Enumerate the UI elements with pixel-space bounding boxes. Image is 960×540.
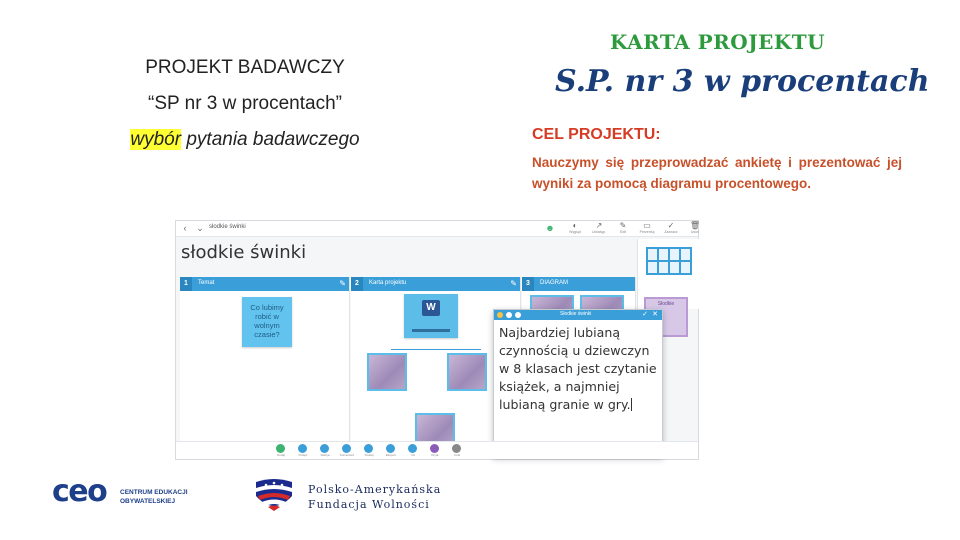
export-icon[interactable] — [386, 444, 395, 453]
check-icon[interactable]: ✓ — [642, 311, 648, 318]
connect-icon[interactable] — [298, 444, 307, 453]
bottom-bar-label: Eksport — [385, 453, 397, 457]
app-screenshot — [175, 220, 699, 460]
edit-icon[interactable]: ✎ — [339, 279, 346, 288]
project-card-header: KARTA PROJEKTU — [610, 30, 826, 54]
pafw-logo-name — [308, 482, 468, 512]
section-icon[interactable] — [320, 444, 329, 453]
timeline-icon[interactable] — [408, 444, 417, 453]
column-number: 3 — [522, 277, 534, 291]
chat-icon[interactable] — [452, 444, 461, 453]
dialog-dot-icon[interactable] — [506, 312, 512, 318]
toolbar-button-label: Wygląd — [569, 230, 581, 234]
column-name: Karta projektu — [369, 280, 407, 286]
toolbar-button-trash[interactable] — [686, 222, 704, 236]
column-header — [180, 277, 349, 291]
ceo-logo-name: CENTRUM EDUKACJI OBYWATELSKIEJ — [120, 489, 188, 505]
edit-icon: ✎ — [619, 221, 627, 230]
bottom-bar-label: Szukaj — [364, 453, 374, 457]
column-temat — [180, 277, 350, 445]
toolbar-button-label: Zaznacz — [664, 230, 678, 234]
trash-icon: 🗑 — [689, 221, 701, 230]
word-document-card[interactable] — [404, 294, 458, 338]
breadcrumb: słodkie świnki — [209, 224, 246, 230]
text-cursor — [631, 398, 632, 411]
toolbar-button-palette[interactable] — [566, 222, 584, 236]
board-title: słodkie świnki — [181, 242, 307, 263]
column-header — [522, 277, 635, 291]
ceo-logo-mark: ceo — [52, 474, 107, 509]
column-name: DIAGRAM — [540, 280, 569, 286]
title-line-2: “SP nr 3 w procentach” — [148, 93, 342, 114]
title-block — [100, 50, 390, 158]
chevron-down-icon[interactable]: ⌄ — [196, 223, 204, 233]
title-line-3 — [100, 122, 390, 158]
bottom-bar-label: Oś — [411, 453, 415, 457]
document-title-bar — [412, 329, 450, 332]
comment-icon[interactable] — [342, 444, 351, 453]
image-thumbnail[interactable] — [447, 353, 487, 391]
app-top-bar — [176, 221, 701, 237]
add-icon[interactable] — [276, 444, 285, 453]
search-icon[interactable] — [364, 444, 373, 453]
word-icon: W — [422, 300, 440, 316]
pafw-line-1: Polsko-Amerykańska — [308, 483, 442, 496]
close-icon[interactable]: ✕ — [652, 311, 658, 318]
diagram-card[interactable]: Słodkie — [644, 297, 688, 337]
edit-icon[interactable]: ✎ — [510, 279, 517, 288]
toolbar-button-slideshow[interactable] — [638, 222, 656, 236]
image-thumbnail[interactable] — [367, 353, 407, 391]
bottom-bar-label: Połącz — [298, 453, 308, 457]
goal-label: CEL PROJEKTU: — [532, 126, 661, 143]
toolbar-button-label: Prezentuj — [639, 230, 655, 234]
connector-line — [391, 349, 481, 350]
project-title: S.P. nr 3 w procentach — [555, 64, 930, 99]
user-icon[interactable] — [430, 444, 439, 453]
title-line-3-rest: pytania badawczego — [181, 129, 360, 150]
toolbar-button-label: Edit — [619, 230, 627, 234]
goal-text: Nauczymy się przeprowadzać ankietę i prezentować jej wyniki za pomocą diagramu procentowego. — [532, 155, 902, 191]
dialog-title: Słodkie świnki — [560, 311, 592, 317]
toolbar-button-label: Usuń — [690, 230, 700, 234]
bottom-bar-label: Użytk. — [430, 453, 440, 457]
dialog-header — [494, 310, 662, 320]
column-name: Temat — [198, 280, 215, 286]
avatar[interactable]: ☻ — [545, 223, 555, 233]
ceo-logo — [52, 474, 188, 509]
title-line-1: PROJEKT BADAWCZY — [145, 57, 345, 78]
bottom-bar-label: Sekcja — [320, 453, 330, 457]
bottom-bar-label: Komentarz — [339, 453, 355, 457]
toolbar-button-check[interactable] — [662, 222, 680, 236]
toolbar-button-edit[interactable] — [614, 222, 632, 236]
slideshow-icon: ▭ — [643, 221, 651, 230]
column-number: 1 — [180, 277, 192, 291]
check-icon: ✓ — [667, 221, 675, 230]
bottom-bar-label: Dodaj — [277, 453, 285, 457]
app-bottom-toolbar — [176, 441, 698, 459]
post-text: Najbardziej lubianą czynnością u dziewczyn w 8 klasach jest czytanie książek, a najmniej lubianą granie w gry. — [499, 325, 657, 412]
layout-preview[interactable] — [646, 247, 692, 275]
column-number: 2 — [351, 277, 363, 291]
share-icon: ↗ — [595, 221, 603, 230]
post-dialog — [493, 309, 663, 457]
flag-emblem-icon — [252, 476, 296, 512]
post-text-editor[interactable] — [499, 324, 661, 414]
back-icon[interactable]: ‹ — [183, 223, 187, 233]
toolbar-button-share[interactable] — [590, 222, 608, 236]
dialog-dot-icon[interactable] — [497, 312, 503, 318]
pafw-line-2: Fundacja Wolności — [308, 498, 430, 511]
sticky-note[interactable]: Co lubimy robić w wolnym czasie? — [242, 297, 292, 347]
highlighted-word: wybór — [130, 129, 182, 150]
palette-icon: ◐ — [572, 221, 578, 230]
toolbar-button-label: Udostęp. — [591, 230, 606, 234]
dialog-dot-icon[interactable] — [515, 312, 521, 318]
bottom-bar-label: Czat — [453, 453, 461, 457]
column-header — [351, 277, 520, 291]
